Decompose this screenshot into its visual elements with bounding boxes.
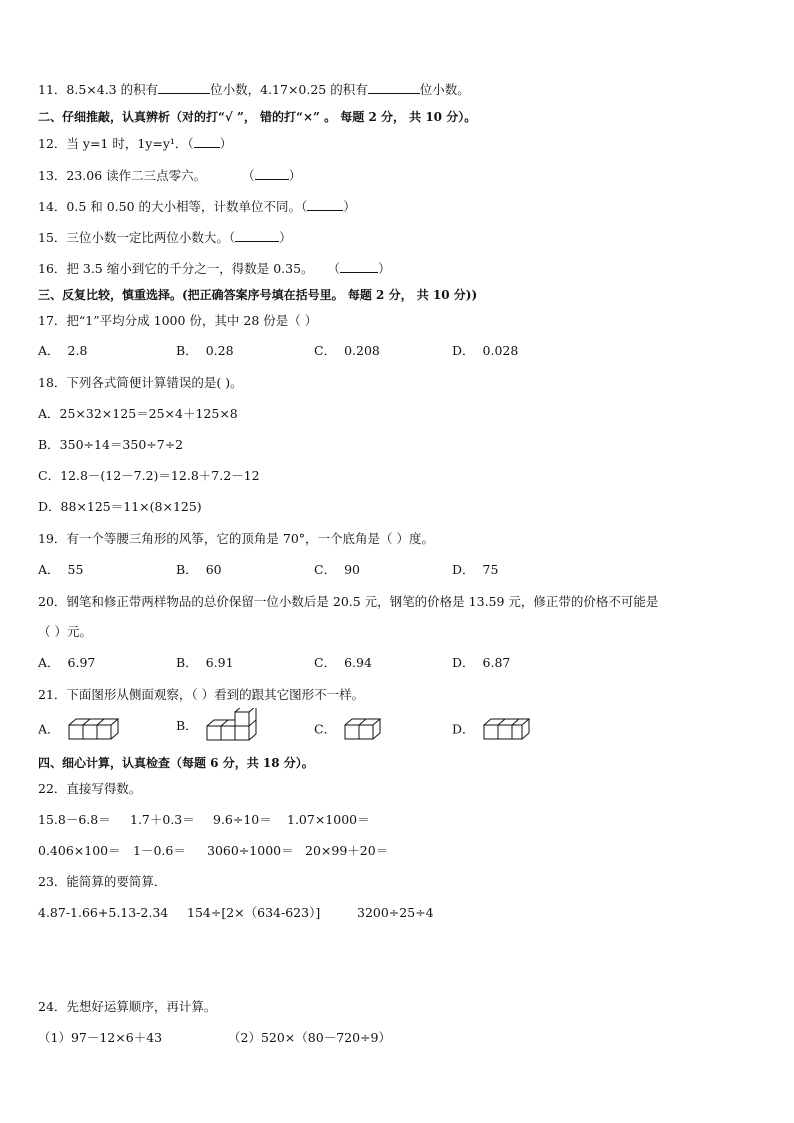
q11-text-b: 位小数，4.17×0.25 的积有 (210, 82, 368, 97)
q13-open: （ (242, 168, 255, 183)
q22-item[interactable]: 1.07×1000＝ (287, 812, 370, 827)
q23-expression: 3200÷25÷4 (357, 905, 434, 920)
q16-close: ） (378, 261, 391, 276)
q18-option-a[interactable]: A．25×32×125＝25×4＋125×8 (38, 406, 238, 421)
question-12 (38, 134, 232, 153)
question-16 (38, 259, 391, 278)
cube-figure-a (68, 716, 120, 744)
section-3-heading: 三、反复比较，慎重选择。(把正确答案序号填在括号里。 每题 2 分， 共 10 分)) (38, 288, 478, 302)
q22-item[interactable]: 9.6÷10＝ (213, 812, 272, 827)
q22-item[interactable]: 3060÷1000＝ (207, 843, 294, 858)
question-14 (38, 197, 356, 216)
q12-close: ） (219, 136, 233, 151)
q20-option-d[interactable]: D． 6.87 (452, 655, 511, 670)
q16-answer-blank[interactable] (340, 259, 378, 273)
q14-close: ） (343, 199, 356, 214)
cube-figure-c (344, 716, 388, 744)
cube-figure-d (483, 716, 531, 744)
q22-item[interactable]: 20×99＋20＝ (305, 843, 389, 858)
q13-close: ） (288, 168, 302, 183)
q15-text: 15．三位小数一定比两位小数大。（ (38, 230, 236, 245)
q24-expression: （2）520×（80－720÷9） (228, 1030, 391, 1045)
q12-text: 12．当 y=1 时，1y=y¹．（ (38, 136, 194, 151)
q23-expression: 4.87-1.66+5.13-2.34 (38, 905, 169, 920)
q13-answer-blank[interactable] (255, 166, 289, 180)
q18-option-b[interactable]: B．350÷14＝350÷7÷2 (38, 437, 184, 452)
q11-text-c: 位小数。 (419, 82, 470, 97)
q11-blank-1[interactable] (158, 80, 210, 94)
q22-item[interactable]: 0.406×100＝ (38, 843, 121, 858)
section-2-heading: 二、仔细推敲，认真辨析（对的打“√ ”， 错的打“×” 。 每题 2 分， 共 10 分）。 (38, 110, 477, 124)
q18-option-d[interactable]: D．88×125＝11×(8×125) (38, 499, 202, 514)
q22-item[interactable]: 15.8－6.8＝ (38, 812, 111, 827)
question-13 (38, 166, 301, 185)
q17-option-a[interactable]: A． 2.8 (38, 343, 88, 358)
q20-option-b[interactable]: B． 6.91 (176, 655, 234, 670)
q16-open: （ (327, 261, 341, 276)
q21-option-a[interactable]: A． (38, 716, 120, 744)
question-21: 21．下面图形从侧面观察，（ ）看到的跟其它图形不一样。 (38, 687, 365, 702)
q11-number: 11． (38, 82, 67, 97)
q22-item[interactable]: 1.7＋0.3＝ (130, 812, 195, 827)
q21-option-c[interactable]: C． (314, 716, 388, 744)
section-4-heading: 四、细心计算，认真检查（每题 6 分，共 18 分）。 (38, 756, 314, 770)
question-11 (38, 80, 470, 99)
q16-text: 16．把 3.5 缩小到它的千分之一，得数是 0.35。 (38, 261, 314, 276)
question-20-cont: （ ）元。 (38, 624, 92, 639)
question-18: 18．下列各式简便计算错误的是( )。 (38, 375, 243, 390)
q19-option-a[interactable]: A． 55 (38, 562, 84, 577)
q24-expression: （1）97－12×6＋43 (38, 1030, 163, 1045)
question-23: 23．能简算的要简算． (38, 874, 167, 889)
q19-option-c[interactable]: C． 90 (314, 562, 360, 577)
question-20: 20．钢笔和修正带两样物品的总价保留一位小数后是 20.5 元，钢笔的价格是 13.59 元，修正带的价格不可能是 (38, 594, 659, 609)
q23-expression: 154÷[2×（634-623）] (187, 905, 321, 920)
q21-option-d[interactable]: D． (452, 716, 531, 744)
q15-answer-blank[interactable] (235, 228, 279, 242)
q13-text: 13．23.06 读作二三点零六。 (38, 168, 207, 183)
q14-answer-blank[interactable] (307, 197, 343, 211)
q17-option-c[interactable]: C． 0.208 (314, 343, 380, 358)
cube-figure-b (206, 708, 258, 744)
q17-option-b[interactable]: B． 0.28 (176, 343, 234, 358)
q19-option-b[interactable]: B． 60 (176, 562, 222, 577)
q11-text-a: 8.5×4.3 的积有 (66, 82, 159, 97)
q22-item[interactable]: 1－0.6＝ (133, 843, 186, 858)
q21-option-b[interactable]: B． (176, 708, 258, 744)
q12-answer-blank[interactable] (194, 134, 220, 148)
q19-option-d[interactable]: D． 75 (452, 562, 499, 577)
q18-option-c[interactable]: C．12.8－(12－7.2)＝12.8＋7.2－12 (38, 468, 260, 483)
q15-close: ） (279, 230, 292, 245)
q20-option-a[interactable]: A． 6.97 (38, 655, 96, 670)
q11-blank-2[interactable] (368, 80, 420, 94)
q17-option-d[interactable]: D． 0.028 (452, 343, 519, 358)
question-24: 24．先想好运算顺序，再计算。 (38, 999, 217, 1014)
question-15 (38, 228, 292, 247)
question-22: 22．直接写得数。 (38, 781, 142, 796)
question-17: 17．把“1”平均分成 1000 份，其中 28 份是（ ） (38, 313, 318, 328)
question-19: 19．有一个等腰三角形的风筝，它的顶角是 70°，一个底角是（ ）度。 (38, 531, 435, 546)
q14-text: 14．0.5 和 0.50 的大小相等，计数单位不同。（ (38, 199, 308, 214)
q20-option-c[interactable]: C． 6.94 (314, 655, 372, 670)
